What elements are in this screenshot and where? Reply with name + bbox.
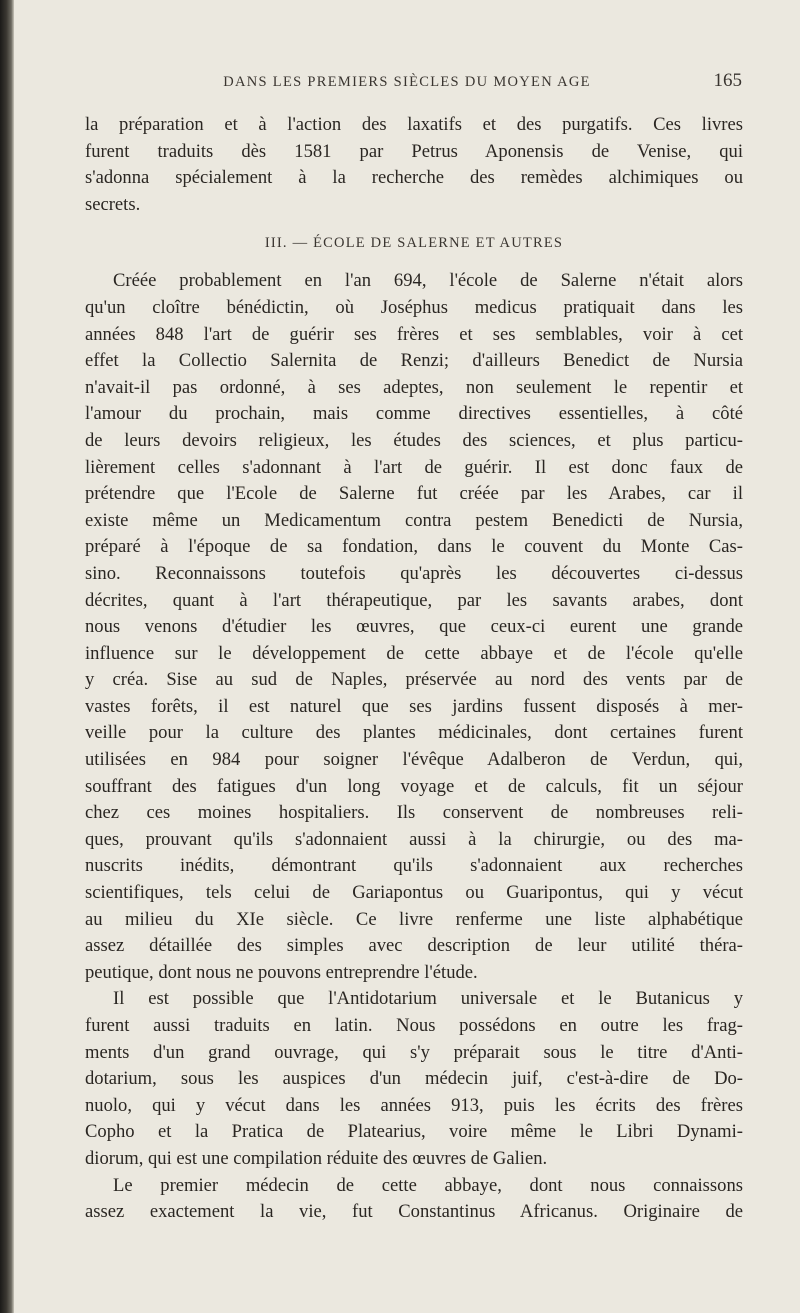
section-heading: III. — ÉCOLE DE SALERNE ET AUTRES [264, 235, 564, 252]
book-binding-shadow [0, 0, 14, 1313]
running-head [14, 70, 800, 98]
text-line: qu'un cloître bénédictin, où Joséphus medicus pratiquait dans les [85, 296, 743, 318]
text-line: vastes forêts, il est naturel que ses jardins fussent disposés à mer- [85, 695, 743, 717]
text-line: nuolo, qui y vécut dans les années 913, puis les écrits des frères [85, 1094, 743, 1116]
running-title: DANS LES PREMIERS SIÈCLES DU MOYEN AGE [223, 74, 591, 90]
text-line: assez détaillée des simples avec description de leur utilité théra- [85, 935, 743, 957]
text-line: décrites, quant à l'art thérapeutique, par les savants arabes, dont [85, 589, 743, 611]
book-page [14, 0, 800, 1313]
paragraph-2 [85, 268, 743, 986]
text-line: effet la Collectio Salernita de Renzi; d'ailleurs Benedict de Nursia [85, 350, 743, 372]
text-line: au milieu du XIe siècle. Ce livre renferme une liste alphabétique [85, 908, 743, 930]
text-line: y créa. Sise au sud de Naples, préservée au nord des vents par de [85, 669, 743, 691]
text-line: peutique, dont nous ne pouvons entreprendre l'étude. [85, 961, 478, 983]
text-line: de leurs devoirs religieux, les études des sciences, et plus particu- [85, 429, 743, 451]
text-line: dotarium, sous les auspices d'un médecin juif, c'est-à-dire de Do- [85, 1068, 743, 1090]
text-line: préparé à l'époque de sa fondation, dans le couvent du Monte Cas- [85, 536, 743, 558]
text-line: Il est possible que l'Antidotarium universale et le Butanicus y [113, 988, 743, 1010]
text-line: secrets. [85, 193, 141, 215]
text-line: sino. Reconnaissons toutefois qu'après les découvertes ci-dessus [85, 562, 743, 584]
text-line: furent aussi traduits en latin. Nous possédons en outre les frag- [85, 1015, 743, 1036]
body-text [85, 112, 743, 1226]
text-line: Copho et la Pratica de Platearius, voire même le Libri Dynami- [85, 1121, 743, 1143]
text-line: utilisées en 984 pour soigner l'évêque Adalberon de Verdun, qui, [85, 749, 743, 771]
text-line: ments d'un grand ouvrage, qui s'y préparait sous le titre d'Anti- [85, 1041, 743, 1063]
text-line: nuscrits inédits, démontrant qu'ils s'adonnaient aux recherches [85, 855, 743, 877]
text-line: existe même un Medicamentum contra pestem Benedicti de Nursia, [85, 509, 743, 531]
text-line: Le premier médecin de cette abbaye, dont nous connaissons [113, 1174, 743, 1196]
text-line: veille pour la culture des plantes médicinales, dont certaines furent [85, 722, 743, 744]
text-line: nous venons d'étudier les œuvres, que ceux-ci eurent une grande [85, 616, 743, 638]
text-line: s'adonna spécialement à la recherche des remèdes alchimiques ou [85, 167, 743, 189]
page-number: 165 [713, 70, 742, 91]
text-line: l'amour du prochain, mais comme directives essentielles, à côté [85, 403, 743, 425]
paragraph-3 [85, 986, 743, 1172]
text-line: lièrement celles s'adonnant à l'art de guérir. Il est donc faux de [85, 456, 743, 478]
text-line: souffrant des fatigues d'un long voyage et de calculs, fit un séjour [85, 775, 743, 797]
text-line: Créée probablement en l'an 694, l'école de Salerne n'était alors [113, 270, 743, 292]
text-line: furent traduits dès 1581 par Petrus Aponensis de Venise, qui [85, 140, 743, 162]
text-line: années 848 l'art de guérir ses frères et ses semblables, voir à cet [85, 323, 743, 345]
text-line: ques, prouvant qu'ils s'adonnaient aussi à la chirurgie, ou des ma- [85, 828, 743, 850]
text-line: scientifiques, tels celui de Gariapontus ou Guaripontus, qui y vécut [85, 882, 743, 904]
text-line: assez exactement la vie, fut Constantinus Africanus. Originaire de [85, 1201, 743, 1223]
text-line: la préparation et à l'action des laxatifs et des purgatifs. Ces livres [85, 114, 743, 135]
text-line: influence sur le développement de cette abbaye et de l'école qu'elle [85, 642, 743, 664]
paragraph-1 [85, 112, 743, 218]
text-line: diorum, qui est une compilation réduite des œuvres de Galien. [85, 1147, 548, 1169]
paragraph-4 [85, 1173, 743, 1226]
text-line: prétendre que l'Ecole de Salerne fut créée par les Arabes, car il [85, 483, 743, 505]
text-line: n'avait-il pas ordonné, à ses adeptes, non seulement le repentir et [85, 376, 743, 398]
text-line: chez ces moines hospitaliers. Ils conservent de nombreuses reli- [85, 802, 743, 824]
